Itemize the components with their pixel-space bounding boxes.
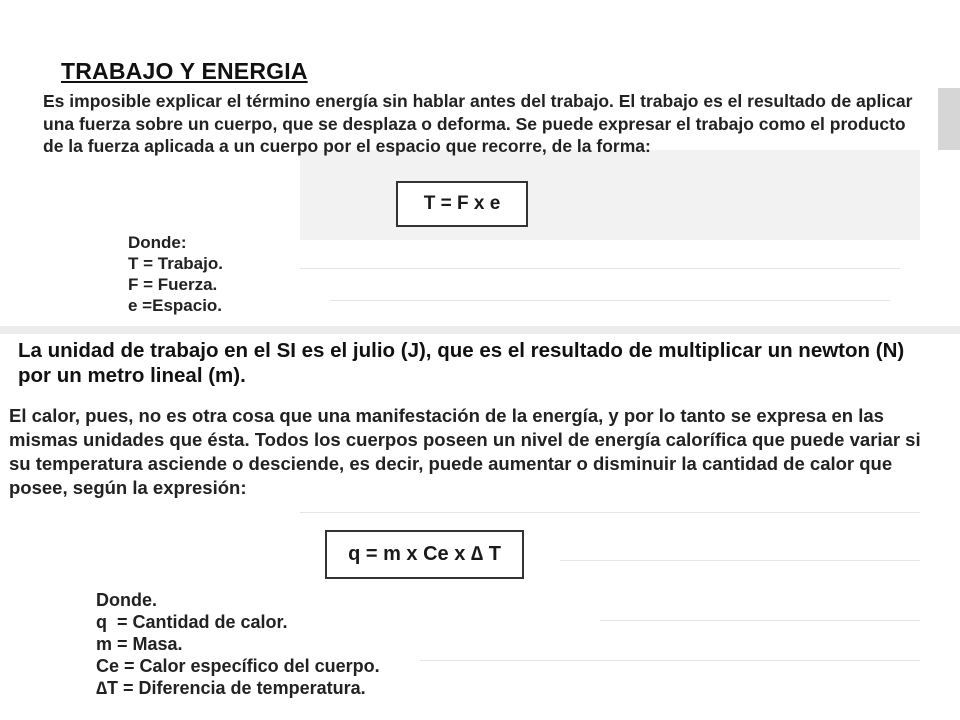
- ghost-line: [560, 560, 920, 561]
- legend-item-espacio: e =Espacio.: [128, 296, 223, 315]
- legend-item-calor: q = Cantidad de calor.: [96, 612, 288, 632]
- scan-shadow: [300, 150, 920, 240]
- heat-paragraph: El calor, pues, no es otra cosa que una manifestación de la energía, y por lo tanto se expresa en las mismas unidades que ésta. Todos los cuerpos poseen un nivel de energía calorífica que puede variar si su temperatura asciende o desciende, es decir, puede aumentar o disminuir la cantidad de calor que posee, según la expresión:: [9, 405, 921, 498]
- si-unit-paragraph: La unidad de trabajo en el SI es el julio (J), que es el resultado de multiplicar un newton (N) por un metro lineal (m).: [18, 339, 905, 387]
- legend-item-masa: m = Masa.: [96, 634, 183, 654]
- legend-item-diferencia-temperatura: ∆T = Diferencia de temperatura.: [96, 678, 366, 698]
- ghost-line: [300, 512, 920, 513]
- work-formula: T = F x e: [396, 181, 528, 227]
- ghost-line: [600, 620, 920, 621]
- work-formula-legend: [128, 232, 223, 316]
- legend-heading: Donde:: [128, 233, 187, 252]
- ghost-line: [420, 660, 920, 661]
- legend-item-calor-especifico: Ce = Calor específico del cuerpo.: [96, 656, 380, 676]
- ghost-line: [300, 268, 900, 269]
- legend-item-fuerza: F = Fuerza.: [128, 275, 218, 294]
- heat-formula-legend: [96, 589, 380, 699]
- legend-item-trabajo: T = Trabajo.: [128, 254, 223, 273]
- scan-edge-shadow: [938, 88, 960, 150]
- legend-heading: Donde.: [96, 590, 157, 610]
- heat-formula: q = m x Ce x ∆ T: [325, 530, 524, 579]
- intro-paragraph: Es imposible explicar el término energía sin hablar antes del trabajo. El trabajo es el resultado de aplicar una fuerza sobre un cuerpo, que se desplaza o deforma. Se puede expresar el trabajo como el producto de la fuerza aplicada a un cuerpo por el espacio que recorre, de la forma:: [43, 91, 913, 156]
- ghost-line: [330, 300, 890, 301]
- scan-seam: [0, 326, 960, 334]
- page-title: TRABAJO Y ENERGIA: [61, 58, 308, 84]
